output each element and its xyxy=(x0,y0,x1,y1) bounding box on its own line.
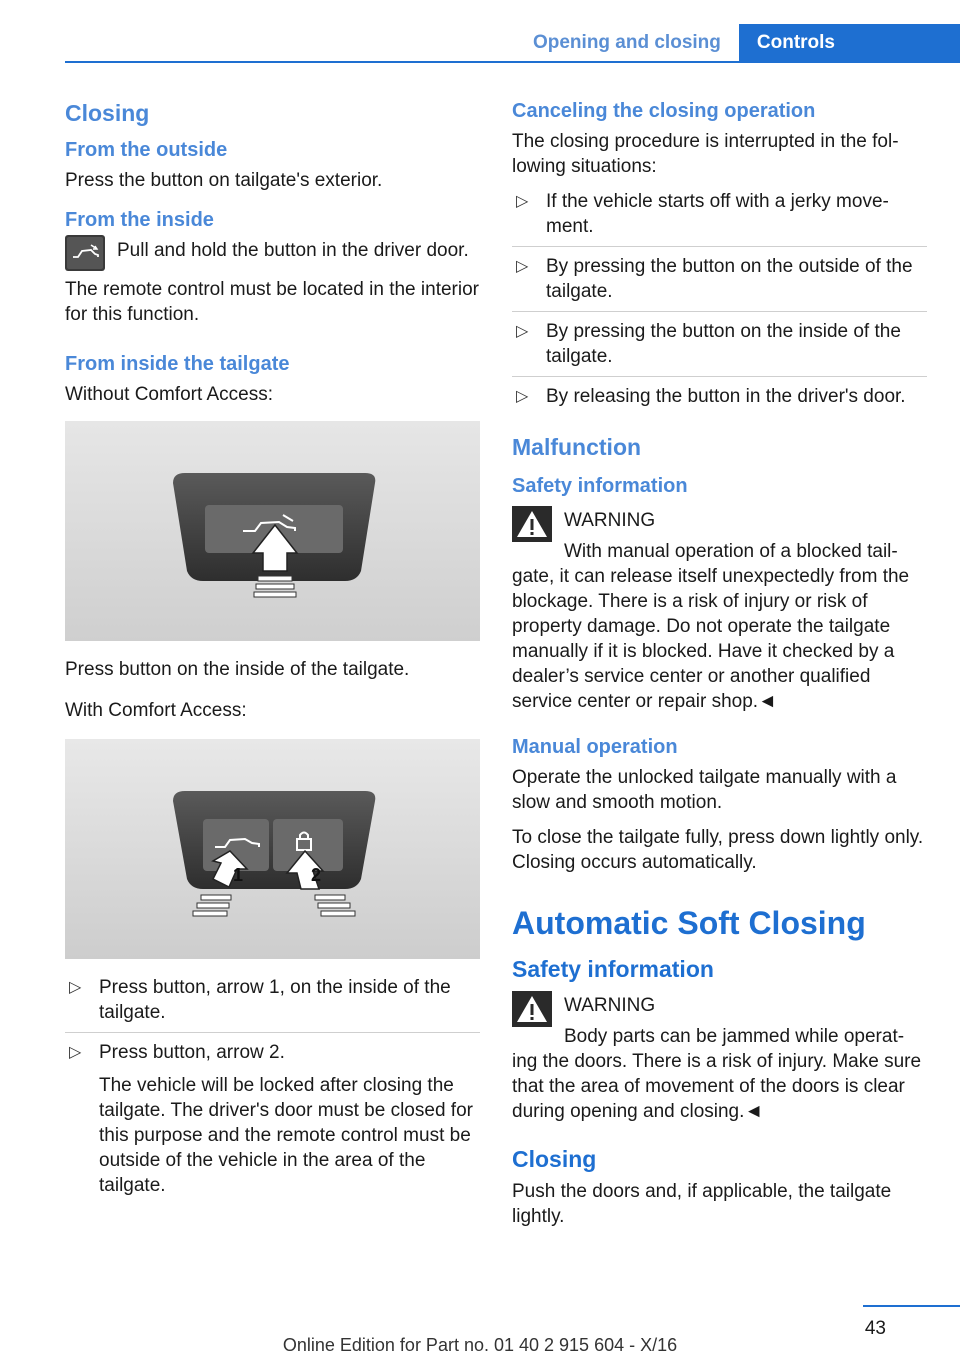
footer-rule xyxy=(863,1305,960,1307)
warning-text-rest: ing the doors. There is a risk of injury. Make sure that the area of movement of the doors is clear during opening and closing.◄ xyxy=(512,1051,922,1122)
right-column xyxy=(512,100,927,1239)
list-item xyxy=(512,254,927,312)
cancel-heading: Canceling the closing operation xyxy=(512,100,816,122)
triangle-bullet-icon: ▷ xyxy=(516,193,529,210)
header-tabs xyxy=(515,24,960,62)
footer-edition: Online Edition for Part no. 01 40 2 915 604 - X/16 xyxy=(282,1335,678,1355)
list-item xyxy=(512,384,927,416)
list-item xyxy=(512,319,927,377)
manual-text-1: Operate the unlocked tailgate manually with a slow and smooth motion. xyxy=(512,767,897,813)
manual-text-2: To close the tailgate fully, press down lightly only. Closing occurs automatically. xyxy=(512,827,924,873)
from-inside-text: Pull and hold the button in the driver door. xyxy=(117,240,469,261)
warning-label: WARNING xyxy=(564,995,656,1016)
soft-closing-heading: Closing xyxy=(512,1146,597,1172)
from-inside-heading: From the inside xyxy=(65,209,214,231)
cancel-bullets xyxy=(512,189,927,416)
press-inside-text: Press button on the inside of the tailgate. xyxy=(65,659,410,680)
tailgate-heading: From inside the tailgate xyxy=(65,353,290,375)
bullet-text: By pressing the button on the inside of the tailgate. xyxy=(546,321,901,367)
remote-text: The remote control must be located in the interior for this function. xyxy=(65,279,479,325)
header-chapter-tab: Controls xyxy=(739,24,960,62)
cancel-intro: The closing procedure is interrupted in the following situations: xyxy=(512,131,899,177)
from-inside-para xyxy=(65,238,480,271)
tailgate-button-icon xyxy=(65,235,105,271)
tailgate-button-image-2 xyxy=(65,739,480,959)
bullet-text: By pressing the button on the outside of the tailgate. xyxy=(546,256,913,302)
triangle-bullet-icon: ▷ xyxy=(516,323,529,340)
warning-text-first-line: Body parts can be jammed while operat- xyxy=(564,1026,905,1047)
soft-closing-title: Automatic Soft Closing xyxy=(512,905,866,941)
bullet-text: Press button, arrow 1, on the inside of the tailgate. xyxy=(99,977,451,1023)
malfunction-title: Malfunction xyxy=(512,434,642,460)
page-number: 43 xyxy=(864,1318,886,1339)
triangle-bullet-icon: ▷ xyxy=(516,388,529,405)
from-outside-text: Press the button on tailgate's exterior. xyxy=(65,170,383,191)
warning-label: WARNING xyxy=(564,510,656,531)
warning-triangle-icon xyxy=(512,506,552,542)
bullet-note: The vehicle will be locked after closing the tailgate. The driver's door must be closed for this purpose and the remote control must be outside of the vehicle in the area of the tailgate. xyxy=(99,1075,473,1196)
manual-heading: Manual operation xyxy=(512,736,678,758)
warning-text-first-line: With manual operation of a blocked tail- xyxy=(564,541,898,562)
triangle-bullet-icon: ▷ xyxy=(516,258,529,275)
list-item xyxy=(65,975,480,1033)
warning-triangle-icon xyxy=(512,991,552,1027)
list-item xyxy=(65,1040,480,1205)
bullet-text: Press button, arrow 2. xyxy=(99,1042,285,1063)
left-column xyxy=(65,100,480,1215)
header-section-tab: Opening and closing xyxy=(532,32,721,53)
arrow-2-label: 2 xyxy=(311,865,322,885)
comfort-bullets xyxy=(65,975,480,1205)
safety-heading: Safety information xyxy=(512,475,688,497)
tailgate-button-image-1 xyxy=(65,421,480,641)
closing-title: Closing xyxy=(65,100,150,126)
warning-block-1 xyxy=(512,504,927,564)
warning-text-rest: gate, it can release itself unexpectedly from the blockage. There is a risk of injury or risk of property damage. Do not operate the tailgate manually if it is blocked. Have it checked by a dealer’s service center or another qualified service center or repair shop.◄ xyxy=(512,566,910,712)
warning-block-2 xyxy=(512,989,927,1049)
triangle-bullet-icon: ▷ xyxy=(69,1044,82,1061)
from-outside-heading: From the outside xyxy=(65,139,228,161)
list-item xyxy=(512,189,927,247)
without-comfort-text: Without Comfort Access: xyxy=(65,384,274,405)
arrow-1-label: 1 xyxy=(233,865,244,885)
triangle-bullet-icon: ▷ xyxy=(69,979,82,996)
bullet-text: By releasing the button in the driver's door. xyxy=(546,386,906,407)
soft-closing-text: Push the doors and, if applicable, the tailgate lightly. xyxy=(512,1181,892,1227)
bullet-text: If the vehicle starts off with a jerky movement. xyxy=(546,191,889,237)
header-rule xyxy=(65,61,960,63)
with-comfort-text: With Comfort Access: xyxy=(65,700,247,721)
soft-safety-heading: Safety information xyxy=(512,956,714,982)
